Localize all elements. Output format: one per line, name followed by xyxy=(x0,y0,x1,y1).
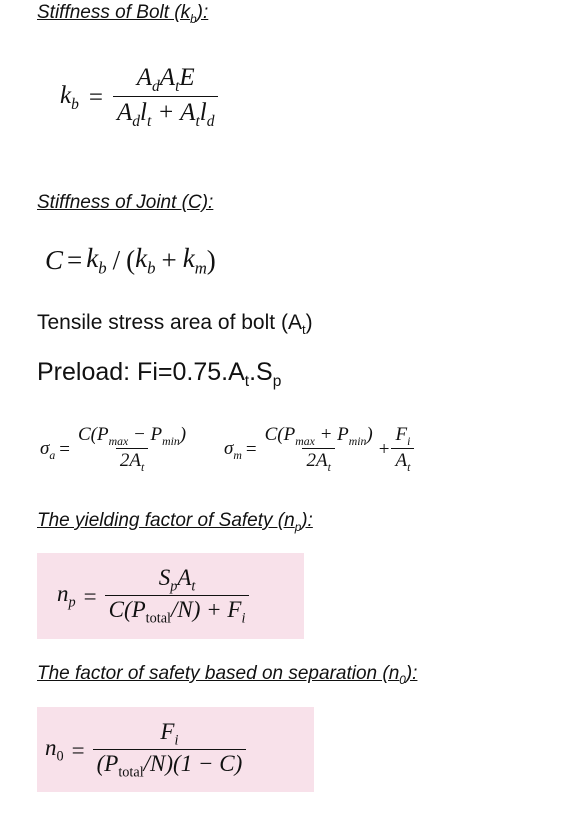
bolt-stiffness-formula: $k_b$ = $\frac{A_dA_tE}{A_dl_t + A_tl_d}$ xyxy=(60,64,218,131)
yield-safety-formula-box xyxy=(37,553,304,639)
mean-stress-formula: $\sigma_m$ = $\frac{C(P_{max} + P_{min})}{2A_t}$ + $\frac{F_i}{A_t}$ xyxy=(224,424,414,476)
tensile-area-text: Tensile stress area of bolt $(A_t)$ xyxy=(37,311,313,338)
bolt-stiffness-heading: Stiffness of Bolt $(k_b)$: xyxy=(37,2,209,26)
preload-text: Preload: $Fi=0.75.A_t.S_p$ xyxy=(37,358,282,390)
joint-stiffness-formula: C = $k_b$ / ( $k_b$ + $k_m$ ) xyxy=(45,243,216,278)
yield-safety-formula: $n_p$ = $\frac{S_pA_t}{C(P_{total}/N) + F_i}$ xyxy=(57,565,249,628)
separation-safety-formula: $n_0$ = $\frac{F_i}{(P_{total}/N)(1 - C)}$ xyxy=(45,719,246,782)
yield-safety-heading: The yielding factor of Safety $(n_p)$: xyxy=(37,510,313,534)
separation-safety-formula-box xyxy=(37,707,314,792)
joint-stiffness-heading: Stiffness of Joint (C): xyxy=(37,192,214,213)
separation-safety-heading: The factor of safety based on separation $(n_0)$: xyxy=(37,663,418,687)
stress-amplitude-formula: $\sigma_a$ = $\frac{C(P_{max} - P_{min})}{2A_t}$ xyxy=(40,424,187,475)
